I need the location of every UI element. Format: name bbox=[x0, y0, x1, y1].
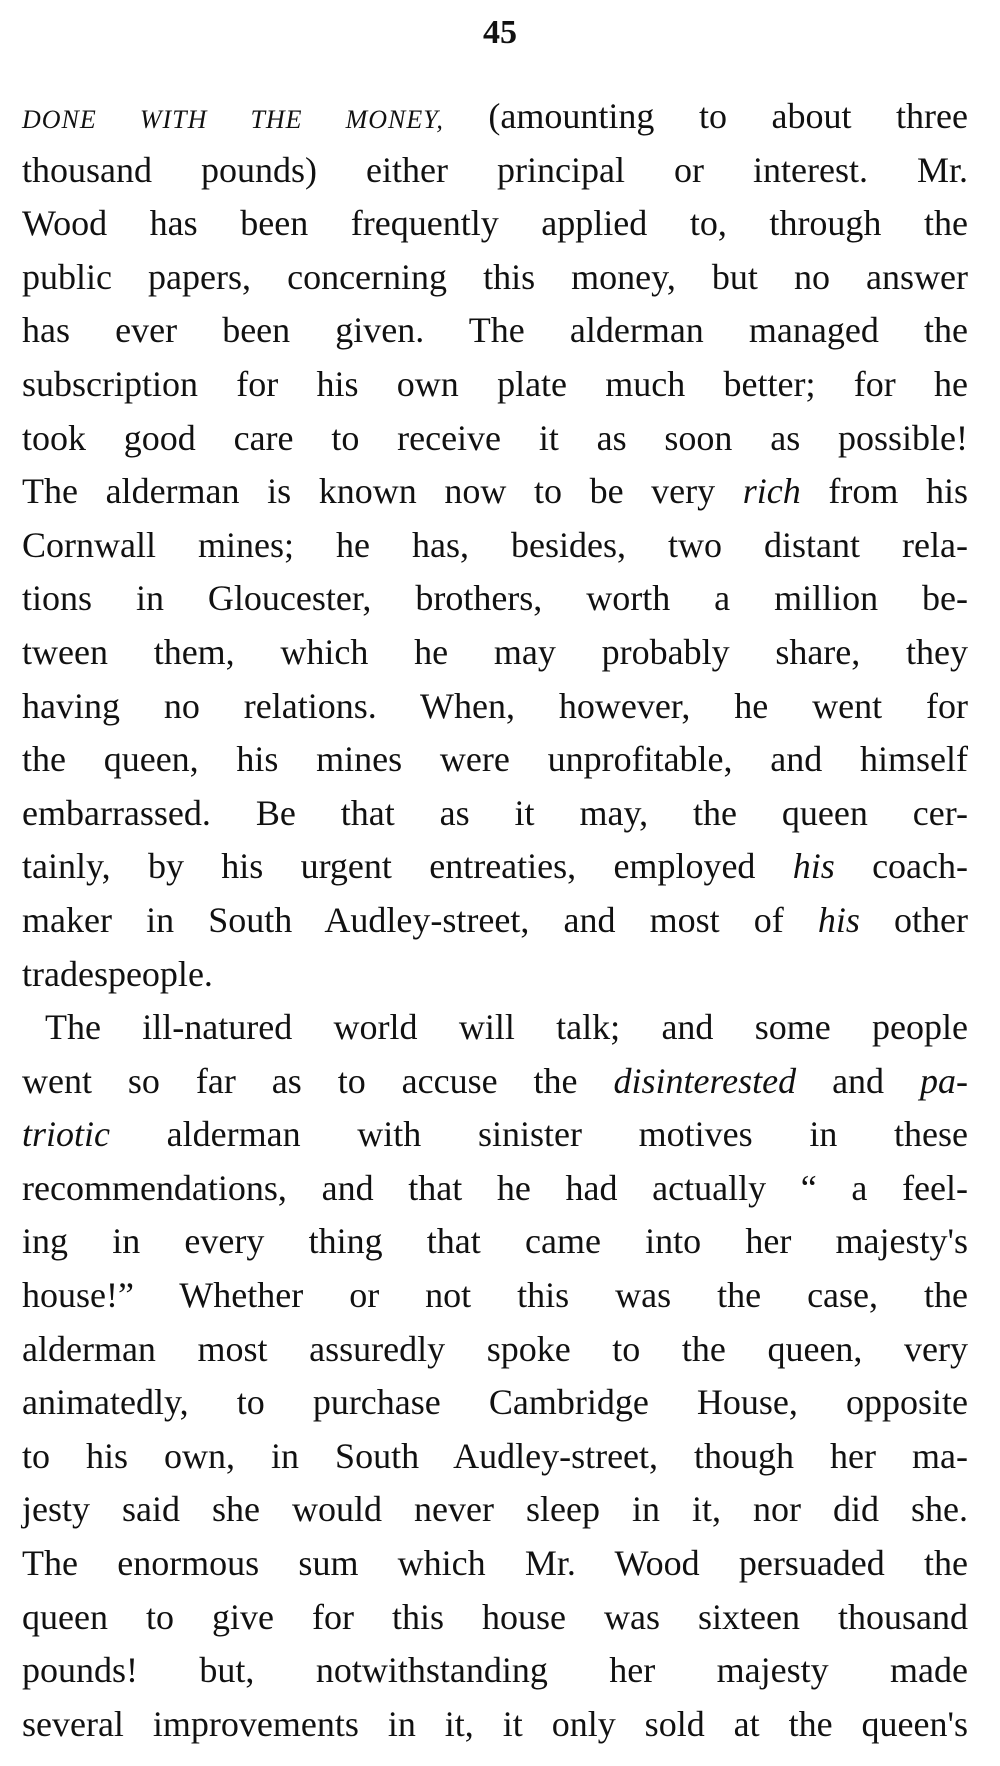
text-line bbox=[22, 90, 968, 144]
text-line bbox=[22, 840, 968, 894]
text-line bbox=[22, 733, 968, 787]
text-line bbox=[22, 358, 968, 412]
text-run: has ever been given. The alderman managed the bbox=[22, 310, 968, 351]
text-run: other bbox=[859, 899, 968, 940]
text-line bbox=[22, 1055, 968, 1109]
text-run: his bbox=[792, 846, 835, 887]
text-run: DONE WITH THE MONEY, bbox=[22, 105, 444, 134]
text-line bbox=[22, 465, 968, 519]
text-line bbox=[22, 1269, 968, 1323]
text-run: pa- bbox=[920, 1060, 968, 1101]
text-run: pounds! but, notwithstanding her majesty made bbox=[22, 1650, 968, 1691]
text-run: Wood has been frequently applied to, through the bbox=[22, 203, 968, 244]
text-line bbox=[22, 1215, 968, 1269]
text-line bbox=[22, 1162, 968, 1216]
text-run: queen to give for this house was sixteen thousand bbox=[22, 1596, 968, 1637]
text-line bbox=[22, 519, 968, 573]
text-line bbox=[22, 144, 968, 198]
text-line bbox=[22, 1430, 968, 1484]
text-run: ing in every thing that came into her majesty's bbox=[22, 1221, 968, 1262]
text-run: thousand pounds) either principal or interest. Mr. bbox=[22, 149, 968, 190]
text-run: recommendations, and that he had actually “ a feel- bbox=[22, 1167, 968, 1208]
text-run: subscription for his own plate much better; for he bbox=[22, 363, 968, 404]
text-run: The ill-natured world will talk; and some people bbox=[45, 1007, 968, 1048]
text-run: The alderman is known now to be very bbox=[22, 471, 743, 512]
text-run: rich bbox=[742, 471, 801, 512]
page-number: 45 bbox=[483, 14, 517, 51]
text-line bbox=[22, 680, 968, 734]
text-line bbox=[22, 1591, 968, 1645]
text-run: embarrassed. Be that as it may, the queen cer- bbox=[22, 792, 968, 833]
text-line bbox=[22, 251, 968, 305]
text-run: The enormous sum which Mr. Wood persuaded the bbox=[22, 1543, 968, 1584]
text-line bbox=[22, 197, 968, 251]
text-run: animatedly, to purchase Cambridge House, opposite bbox=[22, 1382, 968, 1423]
text-run: several improvements in it, it only sold at the queen's bbox=[22, 1703, 968, 1744]
text-line bbox=[22, 1698, 968, 1752]
text-line bbox=[22, 948, 968, 1002]
text-run: coach- bbox=[834, 846, 968, 887]
text-run: alderman most assuredly spoke to the queen, very bbox=[22, 1328, 968, 1369]
text-line bbox=[22, 787, 968, 841]
text-run: to his own, in South Audley-street, though her ma- bbox=[22, 1435, 968, 1476]
body-text bbox=[22, 90, 968, 1751]
text-run: jesty said she would never sleep in it, nor did she. bbox=[22, 1489, 968, 1530]
text-line bbox=[22, 1108, 968, 1162]
text-line bbox=[22, 1376, 968, 1430]
text-run: tainly, by his urgent entreaties, employed bbox=[22, 846, 793, 887]
text-run: went so far as to accuse the bbox=[22, 1060, 614, 1101]
text-run: tween them, which he may probably share, they bbox=[22, 631, 968, 672]
text-line bbox=[22, 304, 968, 358]
text-run: from his bbox=[800, 471, 968, 512]
text-run: Cornwall mines; he has, besides, two distant rela- bbox=[22, 524, 968, 565]
text-run: public papers, concerning this money, but no answer bbox=[22, 256, 968, 297]
text-run: tradespeople. bbox=[22, 953, 213, 994]
text-run: and bbox=[796, 1060, 920, 1101]
text-run: the queen, his mines were unprofitable, and himself bbox=[22, 739, 968, 780]
text-line bbox=[22, 412, 968, 466]
text-line bbox=[22, 572, 968, 626]
text-run: triotic bbox=[22, 1114, 110, 1155]
text-run: house!” Whether or not this was the case, the bbox=[22, 1275, 968, 1316]
text-run: took good care to receive it as soon as possible! bbox=[22, 417, 968, 458]
text-run: maker in South Audley-street, and most of bbox=[22, 899, 818, 940]
text-line bbox=[22, 1483, 968, 1537]
text-run: having no relations. When, however, he went for bbox=[22, 685, 968, 726]
text-run: tions in Gloucester, brothers, worth a million be- bbox=[22, 578, 968, 619]
text-line bbox=[22, 894, 968, 948]
text-line bbox=[22, 1001, 968, 1055]
text-line bbox=[22, 626, 968, 680]
text-run: alderman with sinister motives in these bbox=[110, 1114, 968, 1155]
text-line bbox=[22, 1644, 968, 1698]
text-line bbox=[22, 1323, 968, 1377]
text-run: disinterested bbox=[613, 1060, 797, 1101]
text-line bbox=[22, 1537, 968, 1591]
text-run: his bbox=[817, 899, 860, 940]
text-run: (amounting to about three bbox=[443, 96, 968, 136]
